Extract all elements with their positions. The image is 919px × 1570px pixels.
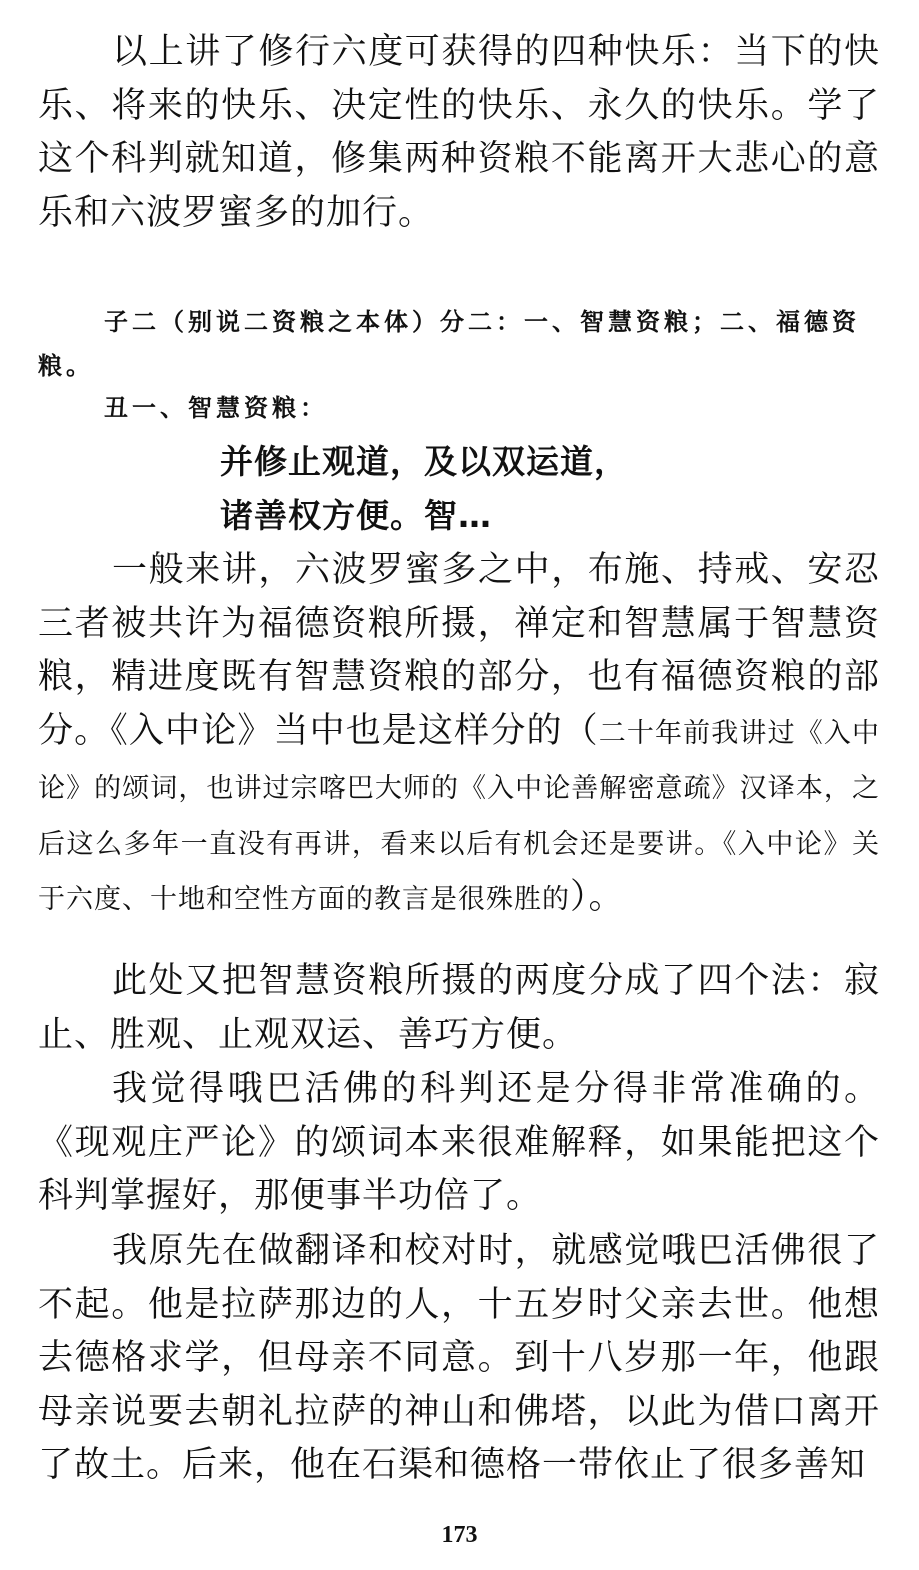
subsection-heading-wisdom: 丑一、智慧资粮： [104, 394, 328, 422]
verse-line-1: 并修止观道，及以双运道， [220, 442, 628, 481]
paragraph-six-paramitas-main: 一般来讲，六波罗蜜多之中，布施、持戒、安忍三者被共许为福德资粮所摄，禅定和智慧属于智慧资粮，精进度既有智慧资粮的部分，也有福德资粮的部分。《入中论》当中也是这样分的（ [38, 550, 880, 751]
paragraph-six-paramitas-note: 二十年前我讲过《入中论》的颂词，也讲过宗喀巴大师的《入中论善解密意疏》汉译本，之后这么多年一直没有再讲，看来以后有机会还是要讲。《入中论》关于六度、十地和空性方面的教言是很殊胜的 [38, 717, 880, 915]
section-heading-two-accumulations: 子二（别说二资粮之本体）分二：一、智慧资粮；二、福德资粮。 [38, 308, 860, 380]
paragraph-six-paramitas [38, 544, 880, 927]
paragraph-six-paramitas-end: ）。 [570, 877, 625, 917]
paragraph-outline-praise: 我觉得哦巴活佛的科判还是分得非常准确的。《现观庄严论》的颂词本来很难解释，如果能把这个科判掌握好，那便事半功倍了。 [38, 1069, 880, 1216]
paragraph-four-joys: 以上讲了修行六度可获得的四种快乐：当下的快乐、将来的快乐、决定性的快乐、永久的快乐。学了这个科判就知道，修集两种资粮不能离开大悲心的意乐和六波罗蜜多的加行。 [38, 32, 880, 233]
page-number: 173 [441, 1522, 478, 1548]
verse-line-2: 诸善权方便。智… [220, 496, 492, 535]
paragraph-biography: 我原先在做翻译和校对时，就感觉哦巴活佛很了不起。他是拉萨那边的人，十五岁时父亲去世。他想去德格求学，但母亲不同意。到十八岁那一年，他跟母亲说要去朝礼拉萨的神山和佛塔，以此为借口离开了故土。后来，他在石渠和德格一带依止了很多善知 [38, 1231, 880, 1485]
paragraph-four-dharmas: 此处又把智慧资粮所摄的两度分成了四个法：寂止、胜观、止观双运、善巧方便。 [38, 961, 880, 1055]
